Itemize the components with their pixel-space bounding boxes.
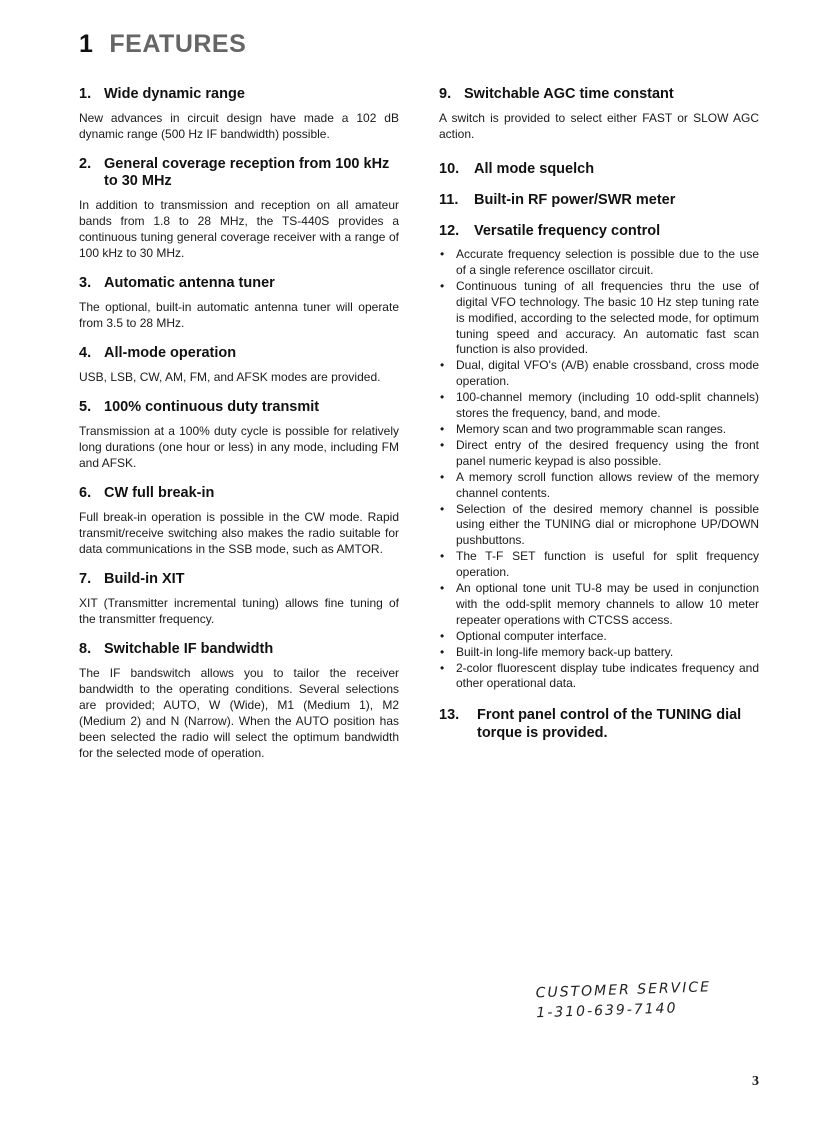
feature-title: Build-in XIT bbox=[104, 571, 185, 587]
feature-section bbox=[439, 86, 759, 142]
bullet-dot: • bbox=[440, 644, 445, 659]
feature-title: General coverage reception from 100 kHz to 30 MHz bbox=[104, 156, 390, 189]
bullet-dot: • bbox=[440, 358, 445, 373]
bullet-item bbox=[439, 502, 759, 550]
bullet-text: Accurate frequency selection is possible due to the use of a single reference oscillator circuit. bbox=[456, 247, 759, 277]
feature-number: 3. bbox=[79, 275, 92, 291]
feature-section bbox=[79, 275, 399, 331]
bullet-item bbox=[439, 358, 759, 390]
bullet-text: 100-channel memory (including 10 odd-split channels) stores the frequency, band, and mode. bbox=[456, 390, 759, 421]
left-column bbox=[79, 86, 399, 772]
feature-title: Versatile frequency control bbox=[474, 223, 661, 239]
bullet-dot: • bbox=[440, 469, 445, 484]
bullet-text: Dual, digital VFO's (A/B) enable crossband, cross mode operation. bbox=[456, 358, 759, 389]
bullet-text: Built-in long-life memory back-up battery. bbox=[456, 644, 674, 659]
feature-title: Switchable AGC time constant bbox=[464, 86, 674, 102]
bullet-text: Optional computer interface. bbox=[456, 628, 607, 643]
chapter-heading bbox=[79, 30, 246, 59]
feature-body: Transmission at a 100% duty cycle is possible for relatively long durations (one hour or less) in any mode, including FM and AFSK. bbox=[79, 424, 399, 470]
feature-title: Switchable IF bandwidth bbox=[104, 641, 274, 657]
feature-number: 4. bbox=[79, 345, 92, 361]
bullet-item bbox=[439, 661, 759, 693]
feature-section bbox=[79, 345, 399, 385]
chapter-number: 1 bbox=[79, 30, 94, 58]
bullet-item bbox=[439, 470, 759, 502]
feature-body: The IF bandswitch allows you to tailor the receiver bandwidth to the operating conditions. Several selections are provided; AUTO, W (Wide), M1 (Medium 1), M2 (Medium 2) and N (Narrow). When the AUTO position has been selected the radio will select the optimum bandwidth for the selected mode of operation. bbox=[79, 666, 399, 760]
bullet-item bbox=[439, 549, 759, 581]
bullet-item bbox=[439, 645, 759, 661]
bullet-dot: • bbox=[440, 628, 445, 643]
feature-heading bbox=[439, 706, 759, 742]
bullet-dot: • bbox=[440, 390, 445, 405]
handwritten-note bbox=[535, 977, 726, 1024]
feature-number: 8. bbox=[79, 641, 92, 657]
bullet-dot: • bbox=[440, 421, 445, 436]
feature-body: In addition to transmission and reception on all amateur bands from 1.8 to 28 MHz, the TS-440S provides a continuous tuning general coverage receiver with a range of 100 kHz to 30 MHz. bbox=[79, 198, 399, 260]
feature-section bbox=[79, 571, 399, 627]
bullet-text: A memory scroll function allows review of the memory channel contents. bbox=[456, 469, 759, 500]
bullet-dot: • bbox=[440, 437, 445, 452]
feature-body: The optional, built-in automatic antenna tuner will operate from 3.5 to 28 MHz. bbox=[79, 300, 399, 330]
handwritten-note-line: CUSTOMER SERVICE bbox=[535, 979, 712, 1002]
bullet-dot: • bbox=[440, 501, 445, 516]
bullet-item bbox=[439, 279, 759, 359]
feature-number: 9. bbox=[439, 86, 452, 102]
feature-number: 5. bbox=[79, 399, 92, 415]
feature-title: All-mode operation bbox=[104, 345, 237, 361]
feature-body: Full break-in operation is possible in the CW mode. Rapid transmit/receive switching also makes the radio suitable for data communications in the SSB mode, such as AMTOR. bbox=[79, 510, 399, 556]
feature-heading bbox=[439, 192, 759, 209]
feature-heading bbox=[79, 275, 399, 292]
chapter-title: FEATURES bbox=[109, 30, 247, 58]
bullet-item bbox=[439, 422, 759, 438]
feature-title: Automatic antenna tuner bbox=[104, 275, 275, 291]
feature-heading bbox=[79, 641, 399, 658]
feature-body: USB, LSB, CW, AM, FM, and AFSK modes are provided. bbox=[79, 370, 381, 384]
feature-number: 12. bbox=[439, 223, 460, 239]
feature-title: 100% continuous duty transmit bbox=[104, 399, 320, 415]
bullet-dot: • bbox=[440, 581, 445, 596]
feature-section bbox=[439, 223, 759, 692]
feature-body: A switch is provided to select either FAST or SLOW AGC action. bbox=[439, 111, 759, 141]
feature-number: 11. bbox=[439, 192, 459, 208]
bullet-text: Selection of the desired memory channel is possible using either the TUNING dial or microphone UP/DOWN pushbuttons. bbox=[456, 501, 759, 548]
right-column bbox=[439, 86, 759, 753]
feature-body: New advances in circuit design have made a 102 dB dynamic range (500 Hz IF bandwidth) possible. bbox=[79, 111, 399, 141]
bullet-dot: • bbox=[440, 247, 445, 261]
bullet-item bbox=[439, 247, 759, 279]
feature-section bbox=[439, 706, 759, 742]
page-number: 3 bbox=[752, 1074, 759, 1089]
feature-number: 1. bbox=[79, 86, 92, 102]
feature-heading bbox=[79, 86, 399, 103]
bullet-item bbox=[439, 629, 759, 645]
bullet-dot: • bbox=[440, 660, 445, 675]
feature-heading bbox=[79, 345, 399, 362]
feature-section bbox=[79, 86, 399, 142]
feature-number: 6. bbox=[79, 485, 92, 501]
feature-bullet-list bbox=[439, 247, 759, 692]
feature-number: 13. bbox=[439, 707, 460, 724]
feature-title: Front panel control of the TUNING dial torque is provided. bbox=[477, 707, 742, 742]
feature-number: 2. bbox=[79, 156, 92, 172]
feature-section bbox=[79, 399, 399, 471]
feature-heading bbox=[439, 86, 759, 103]
feature-title: CW full break-in bbox=[104, 485, 215, 501]
bullet-text: Direct entry of the desired frequency using the front panel numeric keypad is also possible. bbox=[456, 437, 759, 468]
feature-section bbox=[79, 485, 399, 557]
feature-section bbox=[439, 161, 759, 178]
feature-heading bbox=[79, 156, 399, 190]
bullet-item bbox=[439, 390, 759, 422]
feature-heading bbox=[79, 485, 399, 502]
feature-heading bbox=[439, 223, 759, 240]
feature-heading bbox=[439, 161, 759, 178]
feature-number: 10. bbox=[439, 161, 460, 177]
feature-heading bbox=[79, 571, 399, 588]
feature-section bbox=[79, 156, 399, 261]
feature-title: All mode squelch bbox=[474, 161, 595, 177]
bullet-item bbox=[439, 581, 759, 629]
feature-number: 7. bbox=[79, 571, 92, 587]
bullet-text: The T-F SET function is useful for split frequency operation. bbox=[456, 549, 759, 580]
bullet-text: An optional tone unit TU-8 may be used in conjunction with the odd-split memory channels to allow 10 meter repeater operations with CTCSS access. bbox=[456, 581, 759, 627]
bullet-dot: • bbox=[440, 549, 445, 564]
feature-section bbox=[79, 641, 399, 761]
feature-title: Built-in RF power/SWR meter bbox=[474, 192, 676, 208]
feature-title: Wide dynamic range bbox=[104, 86, 245, 102]
handwritten-note-line: 1-310-639-7140 bbox=[536, 1000, 678, 1022]
bullet-item bbox=[439, 438, 759, 470]
feature-section bbox=[439, 192, 759, 209]
bullet-text: Memory scan and two programmable scan ranges. bbox=[456, 421, 727, 436]
bullet-text: Continuous tuning of all frequencies thru the use of digital VFO technology. The basic 10 Hz step tuning rate is modified, according to the selected mode, for optimum tuning speed and accuracy. An automatic fast scan function is also provided. bbox=[456, 278, 759, 357]
feature-body: XIT (Transmitter incremental tuning) allows fine tuning of the transmitter frequency. bbox=[79, 596, 399, 626]
bullet-dot: • bbox=[440, 278, 445, 293]
bullet-text: 2-color fluorescent display tube indicates frequency and other operational data. bbox=[456, 660, 759, 691]
feature-heading bbox=[79, 399, 399, 416]
